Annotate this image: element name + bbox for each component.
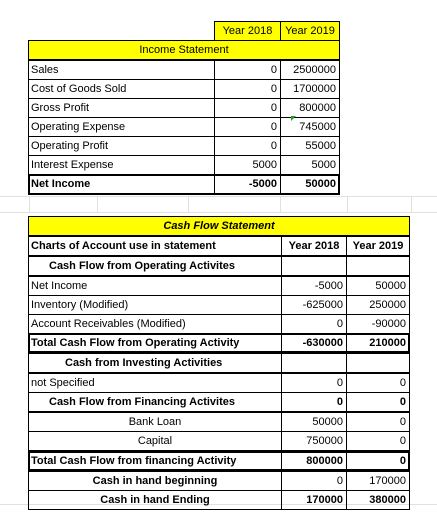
cashflow-year-2018-header[interactable]: Year 2018 <box>281 236 347 256</box>
financing-header-2019-value[interactable]: 0 <box>346 392 410 412</box>
inv-not-specified-2019-value[interactable]: 0 <box>346 373 410 393</box>
operating-header-2018-value[interactable] <box>281 256 347 276</box>
op-receivables-2019-value[interactable]: -90000 <box>346 314 410 334</box>
cash-ending-label[interactable]: Cash in hand Ending <box>28 490 282 510</box>
operating-header-label[interactable]: Cash Flow from Operating Activites <box>28 256 282 276</box>
op-net-income-2019-value[interactable]: 50000 <box>346 276 410 296</box>
income-row-2019-value[interactable]: 5000 <box>280 155 340 175</box>
income-row-2018-value[interactable]: 0 <box>214 136 281 156</box>
op-inventory-2019-value[interactable]: 250000 <box>346 295 410 315</box>
income-row-2018-value[interactable]: 0 <box>214 117 281 137</box>
cash-beginning-2018-value[interactable]: 0 <box>281 471 347 491</box>
fin-bank-loan-2018-value[interactable]: 50000 <box>281 412 347 432</box>
financing-header-label[interactable]: Cash Flow from Financing Activites <box>28 392 282 412</box>
comment-indicator-icon[interactable] <box>291 116 296 121</box>
op-total-outline <box>28 333 410 353</box>
op-net-income-label[interactable]: Net Income <box>28 276 282 296</box>
fin-total-outline <box>28 451 410 471</box>
inv-not-specified-2018-value[interactable]: 0 <box>281 373 347 393</box>
income-row-label[interactable]: Interest Expense <box>28 155 215 175</box>
op-receivables-2018-value[interactable]: 0 <box>281 314 347 334</box>
cashflow-year-2019-header[interactable]: Year 2019 <box>346 236 410 256</box>
cash-ending-2018-value[interactable]: 170000 <box>281 490 347 510</box>
op-receivables-label[interactable]: Account Receivables (Modified) <box>28 314 282 334</box>
income-row-2019-value[interactable]: 2500000 <box>280 60 340 80</box>
income-row-label[interactable]: Operating Profit <box>28 136 215 156</box>
fin-total-label[interactable]: Total Cash Flow from financing Activity <box>28 451 282 471</box>
fin-bank-loan-label[interactable]: Bank Loan <box>28 412 282 432</box>
income-row-2019-value[interactable]: 800000 <box>280 98 340 118</box>
income-row-2019-value[interactable]: 745000 <box>280 117 340 137</box>
income-row-2018-value[interactable]: 0 <box>214 98 281 118</box>
income-year-2018-header[interactable]: Year 2018 <box>214 21 281 41</box>
op-total-label[interactable]: Total Cash Flow from Operating Activity <box>28 333 282 353</box>
fin-bank-loan-2019-value[interactable]: 0 <box>346 412 410 432</box>
net-income-outline <box>28 174 340 195</box>
op-net-income-2018-value[interactable]: -5000 <box>281 276 347 296</box>
investing-header-2019-value[interactable] <box>346 353 410 373</box>
income-row-label[interactable]: Net Income <box>28 174 215 194</box>
income-year-2019-header[interactable]: Year 2019 <box>280 21 340 41</box>
financing-header-2018-value[interactable]: 0 <box>281 392 347 412</box>
cash-ending-2019-value[interactable]: 380000 <box>346 490 410 510</box>
income-row-label[interactable]: Operating Expense <box>28 117 215 137</box>
fin-total-2019-value[interactable]: 0 <box>346 451 410 471</box>
income-row-2019-value[interactable]: 1700000 <box>280 79 340 99</box>
income-row-label[interactable]: Gross Profit <box>28 98 215 118</box>
investing-header-label[interactable]: Cash from Investing Activities <box>28 353 282 373</box>
operating-header-2019-value[interactable] <box>346 256 410 276</box>
op-inventory-label[interactable]: Inventory (Modified) <box>28 295 282 315</box>
income-statement-title[interactable]: Income Statement <box>28 40 340 60</box>
op-inventory-2018-value[interactable]: -625000 <box>281 295 347 315</box>
cash-beginning-2019-value[interactable]: 170000 <box>346 471 410 491</box>
income-row-2019-value[interactable]: 50000 <box>280 174 340 194</box>
income-row-2018-value[interactable]: 5000 <box>214 155 281 175</box>
op-total-2018-value[interactable]: -630000 <box>281 333 347 353</box>
investing-header-2018-value[interactable] <box>281 353 347 373</box>
income-row-2018-value[interactable]: 0 <box>214 60 281 80</box>
inv-not-specified-label[interactable]: not Specified <box>28 373 282 393</box>
cash-beginning-label[interactable]: Cash in hand beginning <box>28 471 282 491</box>
income-row-2018-value[interactable]: -5000 <box>214 174 281 194</box>
fin-total-2018-value[interactable]: 800000 <box>281 451 347 471</box>
income-row-2018-value[interactable]: 0 <box>214 79 281 99</box>
income-row-label[interactable]: Sales <box>28 60 215 80</box>
income-row-2019-value[interactable]: 55000 <box>280 136 340 156</box>
chart-of-accounts-header[interactable]: Charts of Account use in statement <box>28 236 282 256</box>
income-row-label[interactable]: Cost of Goods Sold <box>28 79 215 99</box>
fin-capital-2018-value[interactable]: 750000 <box>281 431 347 451</box>
cash-flow-title[interactable]: Cash Flow Statement <box>28 216 410 236</box>
op-total-2019-value[interactable]: 210000 <box>346 333 410 353</box>
fin-capital-2019-value[interactable]: 0 <box>346 431 410 451</box>
fin-capital-label[interactable]: Capital <box>28 431 282 451</box>
